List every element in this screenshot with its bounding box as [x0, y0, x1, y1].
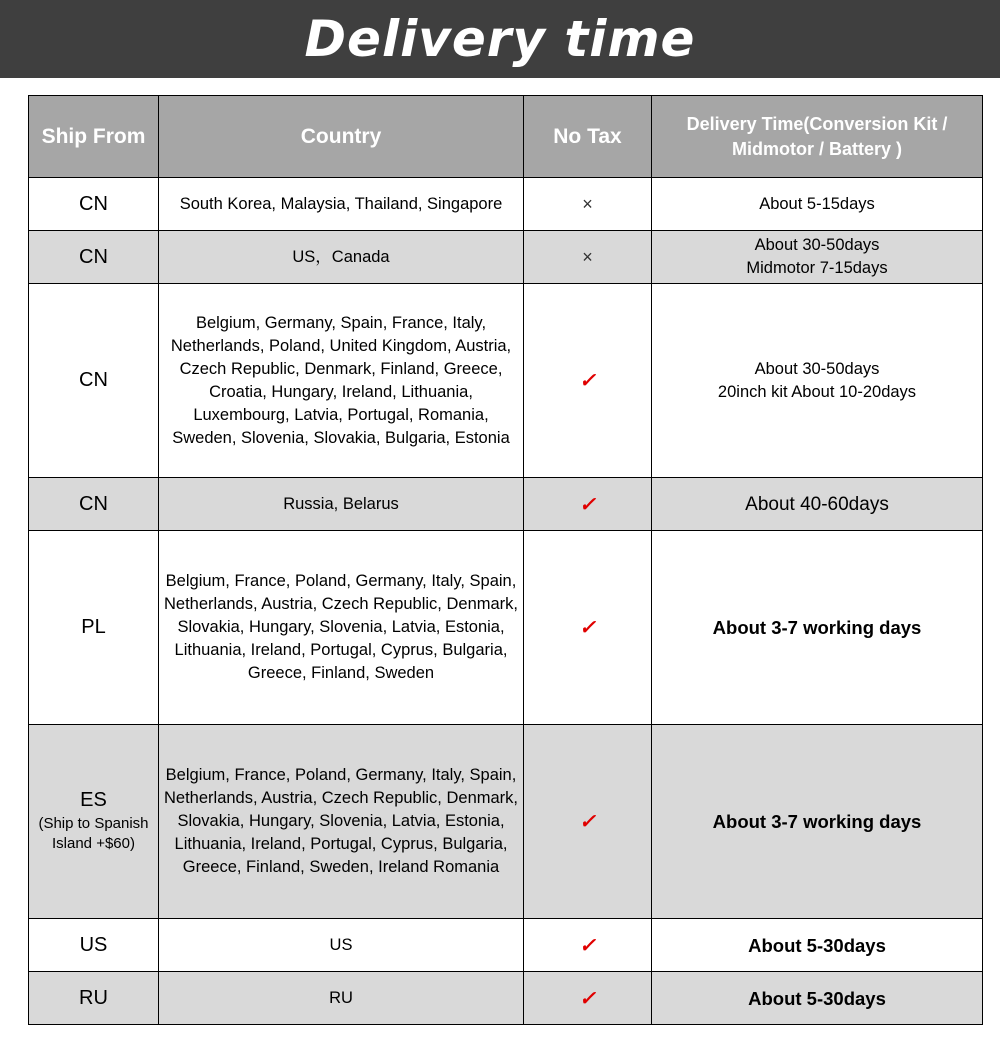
table-row	[29, 231, 983, 284]
check-icon: ✓	[579, 987, 596, 1010]
cross-icon: ×	[582, 246, 593, 267]
delivery-time-cell: About 30-50days 20inch kit About 10-20days	[652, 284, 983, 478]
country-cell: Russia, Belarus	[159, 478, 524, 531]
country-list: Belgium, France, Poland, Germany, Italy, Spain, Netherlands, Austria, Czech Republic, Denmark, Slovakia, Hungary, Slovenia, Latvia, Estonia, Lithuania, Ireland, Portugal, Cyprus, Bulgaria, Greece, Finland, Sweden	[164, 572, 518, 682]
no-tax-cell	[524, 284, 652, 478]
table-row	[29, 284, 983, 478]
check-icon: ✓	[579, 811, 596, 833]
check-icon: ✓	[579, 370, 596, 392]
col-ship-from: Ship From	[29, 96, 159, 178]
country-cell	[159, 284, 524, 478]
table-row	[29, 531, 983, 725]
no-tax-cell	[524, 531, 652, 725]
delivery-time-cell: About 3-7 working days	[652, 531, 983, 725]
country-cell: South Korea, Malaysia, Thailand, Singapore	[159, 178, 524, 231]
no-tax-cell	[524, 478, 652, 531]
country-list: Belgium, France, Poland, Germany, Italy, Spain, Netherlands, Austria, Czech Republic, Denmark, Slovakia, Hungary, Slovenia, Latvia, Estonia, Lithuania, Ireland, Portugal, Cyprus, Bulgaria, Greece, Finland, Sweden, Ireland Romania	[164, 766, 518, 876]
country-list: Belgium, Germany, Spain, France, Italy, Netherlands, Poland, United Kingdom, Austria, Czech Republic, Denmark, Finland, Greece, Croatia, Hungary, Ireland, Lithuania, Luxembourg, Latvia, Portugal, Romania, Sweden, Slovenia, Slovakia, Bulgaria, Estonia	[170, 313, 512, 447]
ship-from-cell: CN	[29, 284, 159, 478]
delivery-time-cell: About 5-30days	[652, 919, 983, 972]
no-tax-cell	[524, 972, 652, 1025]
table-row	[29, 725, 983, 919]
no-tax-cell	[524, 725, 652, 919]
ship-from-cell: CN	[29, 178, 159, 231]
table-row	[29, 919, 983, 972]
check-icon: ✓	[579, 617, 596, 639]
country-cell: US，Canada	[159, 231, 524, 284]
ship-from-cell: CN	[29, 231, 159, 284]
country-cell	[159, 531, 524, 725]
check-icon: ✓	[579, 493, 596, 516]
delivery-time-cell: About 30-50days Midmotor 7-15days	[652, 231, 983, 284]
col-delivery-time	[652, 96, 983, 178]
no-tax-cell	[524, 919, 652, 972]
header-row	[29, 96, 983, 178]
cross-icon: ×	[582, 193, 593, 214]
ship-from-cell: PL	[29, 531, 159, 725]
table-row	[29, 972, 983, 1025]
delivery-time-cell: About 5-15days	[652, 178, 983, 231]
page-title: Delivery time	[304, 10, 696, 68]
country-cell	[159, 725, 524, 919]
col-delivery-time-label: Delivery Time(Conversion Kit / Midmotor / Battery )	[686, 113, 948, 159]
delivery-time-cell: About 5-30days	[652, 972, 983, 1025]
col-country: Country	[159, 96, 524, 178]
delivery-table	[28, 95, 983, 1025]
ship-from-cell: US	[29, 919, 159, 972]
no-tax-cell	[524, 178, 652, 231]
col-no-tax: No Tax	[524, 96, 652, 178]
no-tax-cell	[524, 231, 652, 284]
ship-from-cell: CN	[29, 478, 159, 531]
header-banner	[0, 0, 1000, 78]
ship-from-code: ES	[80, 789, 107, 811]
check-icon: ✓	[579, 934, 596, 957]
delivery-time-cell: About 40-60days	[652, 478, 983, 531]
ship-from-cell: RU	[29, 972, 159, 1025]
ship-from-note: (Ship to Spanish Island +$60)	[38, 815, 149, 852]
country-cell: US	[159, 919, 524, 972]
country-cell: RU	[159, 972, 524, 1025]
delivery-time-cell: About 3-7 working days	[652, 725, 983, 919]
table-row	[29, 178, 983, 231]
ship-from-cell	[29, 725, 159, 919]
table-row	[29, 478, 983, 531]
